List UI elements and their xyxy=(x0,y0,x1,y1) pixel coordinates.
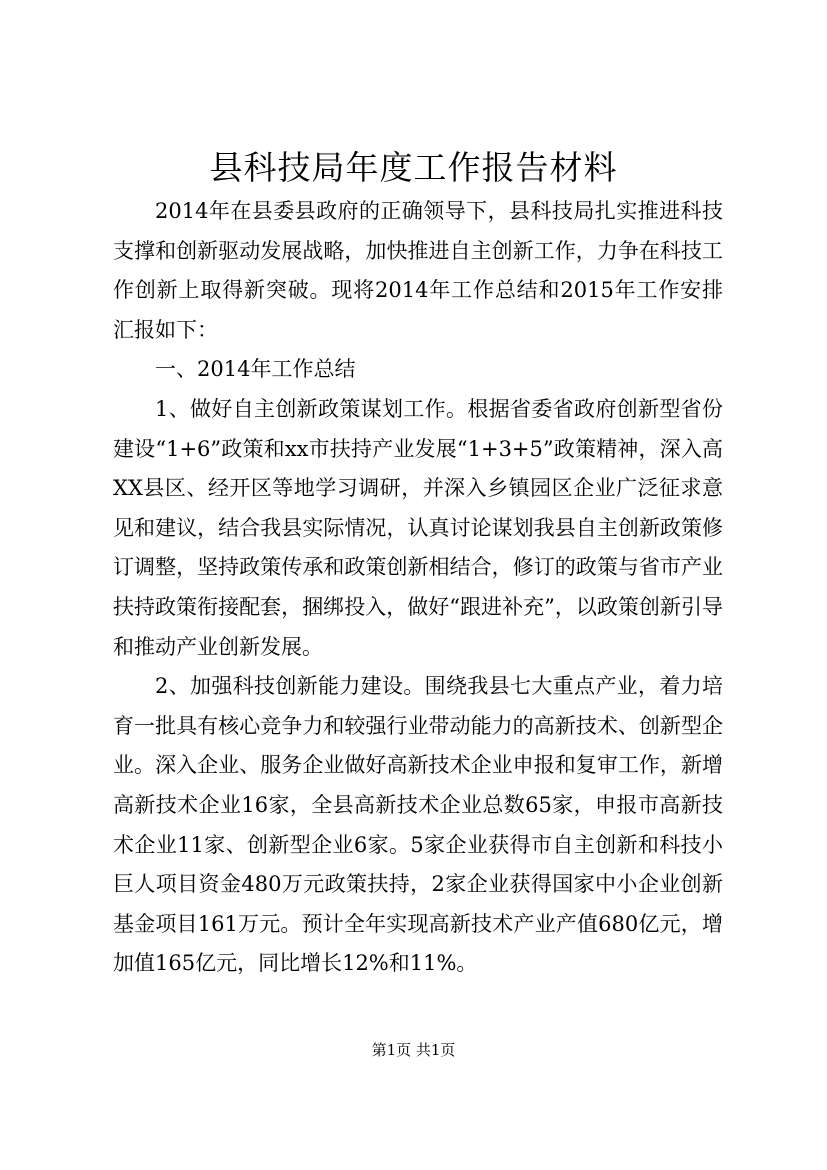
item-1-paragraph: 1、做好自主创新政策谋划工作。根据省委省政府创新型省份建设“1+6”政策和xx市扶持产业发展“1+3+5”政策精神，深入高XX县区、经开区等地学习调研，并深入乡镇园区企业广泛征求意见和建议，结合我县实际情况，认真讨论谋划我县自主创新政策修订调整，坚持政策传承和政策创新相结合，修订的政策与省市产业扶持政策衔接配套，捆绑投入，做好“跟进补充”，以政策创新引导和推动产业创新发展。 xyxy=(113,396,723,659)
document-body xyxy=(113,192,723,984)
item-2-paragraph: 2、加强科技创新能力建设。围绕我县七大重点产业，着力培育一批具有核心竞争力和较强行业带动能力的高新技术、创新型企业。深入企业、服务企业做好高新技术企业申报和复审工作，新增高新技术企业16家，全县高新技术企业总数65家，申报市高新技术企业11家、创新型企业6家。5家企业获得市自主创新和科技小巨人项目资金480万元政策扶持，2家企业获得国家中小企业创新基金项目161万元。预计全年实现高新技术产业产值680亿元，增加值165亿元，同比增长12%和11%。 xyxy=(113,674,723,976)
document-title: 县科技局年度工作报告材料 xyxy=(209,148,618,187)
page-footer: 第1页 共1页 xyxy=(371,1041,456,1059)
intro-paragraph: 2014年在县委县政府的正确领导下，县科技局扎实推进科技支撑和创新驱动发展战略，加快推进自主创新工作，力争在科技工作创新上取得新突破。现将2014年工作总结和2015年工作安排汇报如下： xyxy=(113,199,723,342)
section-heading: 一、2014年工作总结 xyxy=(155,357,356,382)
